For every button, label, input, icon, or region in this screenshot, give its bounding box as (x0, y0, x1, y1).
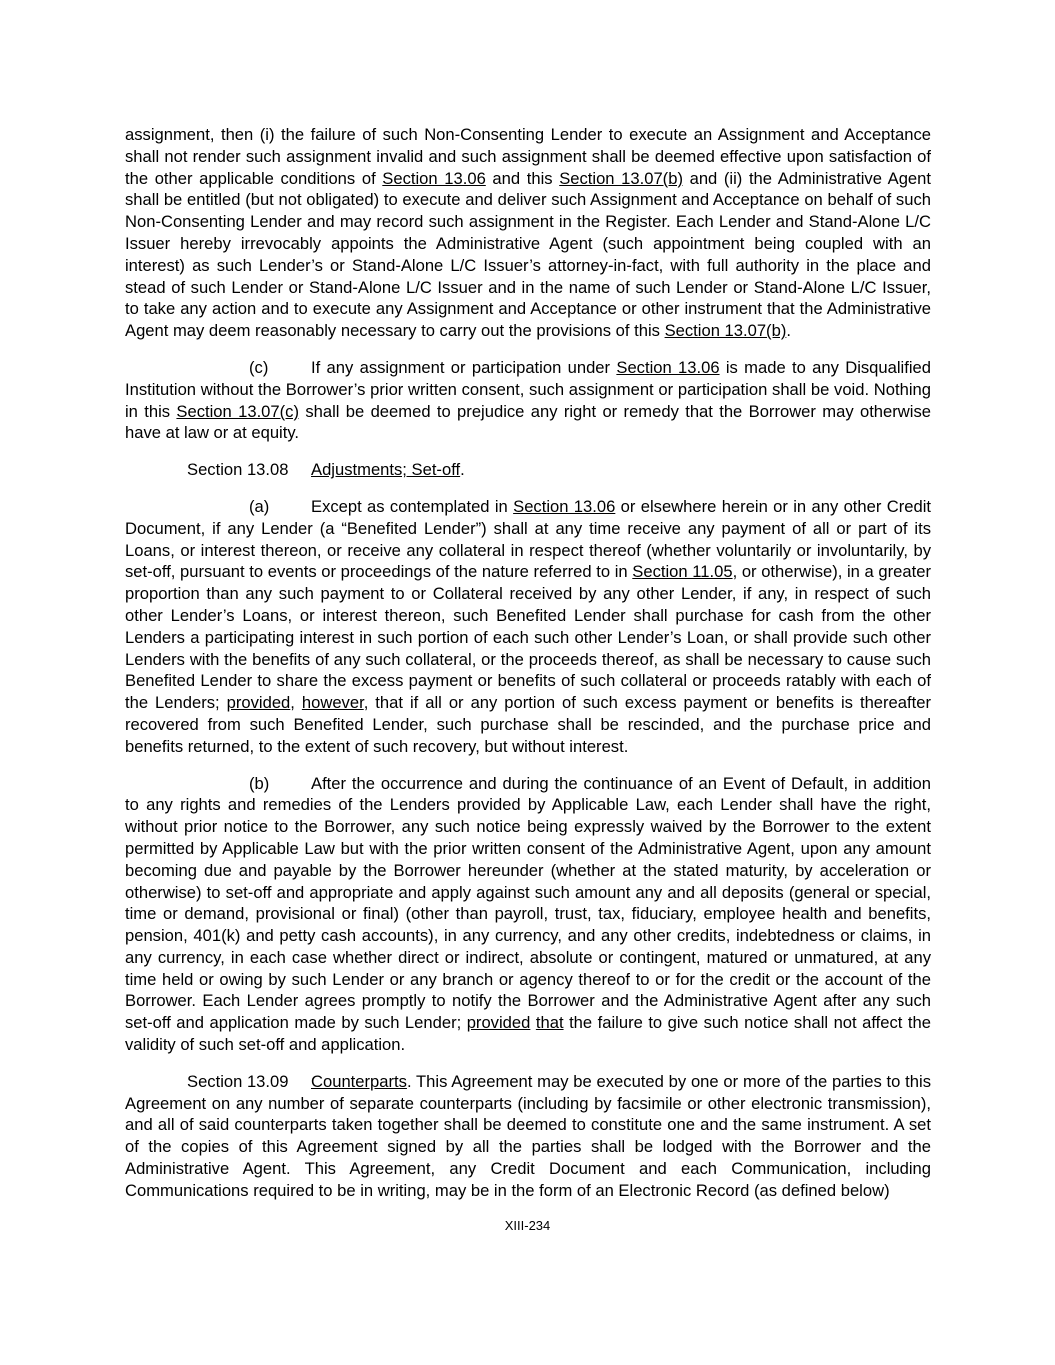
paragraph (125, 124, 931, 342)
section-heading-paragraph (125, 1071, 931, 1202)
text-run: . This Agreement may be executed by one or more of the parties to this Agreement on any number of separate counterparts (including by facsimile or other electronic transmission), and all of said counterparts taken together shall be deemed to constitute one and the same instrument. A set of the copies of this Agreement signed by all the parties shall be lodged with the Borrower and the Administrative Agent. This Agreement, any Credit Document and each Communication, including Communications required to be in writing, may be in the form of an Electronic Record (as defined below) (125, 1071, 931, 1200)
text-run: After the occurrence and during the continuance of an Event of Default, in addition to any rights and remedies of the Lenders provided by Applicable Law, each Lender shall have the right, without prior notice to the Borrower, any such notice being expressly waived by the Borrower to the extent permitted by Applicable Law but with the prior written consent of the Administrative Agent, upon any amount becoming due and payable by the Borrower hereunder (whether at the stated maturity, by acceleration or otherwise) to set-off and appropriate and apply against such amount any and all deposits (general or special, time or demand, provisional or final) (other than payroll, trust, tax, fiduciary, employee health and benefits, pension, 401(k) and petty cash accounts), in any currency, and any other credits, indebtedness or claims, in any currency, in each case whether direct or indirect, absolute or contingent, matured or unmatured, at any time held or owing by such Lender or any branch or agency thereof to or for the credit or the account of the Borrower. Each Lender agrees promptly to notify the Borrower and the Administrative Agent after any such set-off and application made by such Lender; (125, 773, 931, 1033)
underlined-reference: Section 13.07(b) (664, 321, 787, 341)
subsection-label: (a) (249, 496, 270, 516)
text-run: . (786, 321, 791, 341)
underlined-reference: provided (466, 1013, 531, 1033)
section-heading-paragraph (125, 459, 931, 481)
section-number: Section 13.09 (187, 1071, 289, 1091)
text-run: , or otherwise), in a greater proportion than any such payment to or Collateral received by any other Lender, if any, in respect of such other Lender’s Loans, or interest thereon, such Benefited Lender shall purchase for cash from the other Lenders a participating interest in such portion of each such other Lender’s Loan, or shall provide such other Lenders with the benefits of any such collateral, or the proceeds thereof, as shall be necessary to cause such Benefited Lender to share the excess payment or benefits of such collateral or proceeds ratably with each of the Lenders; (125, 562, 931, 713)
underlined-reference: Counterparts (311, 1071, 407, 1091)
paragraph (125, 357, 931, 444)
text-run: is made to any Disqualified Institution without the Borrower’s prior written consent, such assignment or participation shall be void. Nothing in this (125, 357, 931, 421)
text-run: Except as contemplated in (311, 496, 514, 516)
page-number: XIII-234 (504, 1218, 551, 1233)
underlined-reference: however (301, 693, 364, 713)
underlined-reference: provided (226, 693, 291, 713)
underlined-reference: that (535, 1013, 564, 1033)
text-run: shall be deemed to prejudice any right or remedy that the Borrower may otherwise have at law or at equity. (125, 401, 931, 443)
paragraph (125, 496, 931, 758)
text-run: . (460, 460, 465, 480)
text-run: assignment, then (i) the failure of such Non-Consenting Lender to execute an Assignment and Acceptance shall not render such assignment invalid and such assignment shall be deemed effective upon satisfaction of the other applicable conditions of (125, 125, 931, 188)
section-number: Section 13.08 (187, 460, 289, 480)
subsection-label: (b) (249, 773, 270, 793)
text-run: and (ii) the Administrative Agent shall be entitled (but not obligated) to execute and deliver such Assignment and Acceptance on behalf of such Non-Consenting Lender and may record such assignment in the Register. Each Lender and Stand-Alone L/C Issuer hereby irrevocably appoints the Administrative Agent (such appointment being coupled with an interest) as such Lender’s or Stand-Alone L/C Issuer’s attorney-in-fact, with full authority in the place and stead of such Lender or Stand-Alone L/C Issuer and in the name of such Lender or Stand-Alone L/C Issuer, to take any action and to execute any Assignment and Acceptance or other instrument that the Administrative Agent may deem reasonably necessary to carry out the provisions of this (125, 168, 932, 341)
underlined-reference: Section 13.07(b) (559, 168, 683, 188)
text-run: , (290, 693, 302, 713)
paragraph (125, 773, 931, 1056)
text-run: the failure to give such notice shall not affect the validity of such set-off and application. (125, 1013, 931, 1055)
text-run: and this (485, 168, 560, 188)
text-run: or elsewhere herein or in any other Credit Document, if any Lender (a “Benefited Lender”) shall at any time receive any payment of all or part of its Loans, or interest thereon, or receive any collateral in respect thereof (whether voluntarily or involuntarily, by set-off, pursuant to events or proceedings of the nature referred to in (125, 496, 931, 582)
underlined-reference: Section 13.06 (382, 168, 486, 188)
underlined-reference: Adjustments; Set-off (311, 460, 461, 480)
text-run: , that if all or any portion of such excess payment or benefits is thereafter recovered from such Benefited Lender, such purchase shall be rescinded, and the purchase price and benefits returned, to the extent of such recovery, but without interest. (125, 693, 931, 756)
underlined-reference: Section 13.06 (616, 357, 720, 377)
document-body (125, 124, 931, 1202)
text-run: If any assignment or participation under (311, 357, 617, 377)
subsection-label: (c) (249, 357, 269, 377)
underlined-reference: Section 11.05 (632, 562, 733, 582)
underlined-reference: Section 13.06 (513, 496, 616, 516)
underlined-reference: Section 13.07(c) (176, 401, 299, 421)
